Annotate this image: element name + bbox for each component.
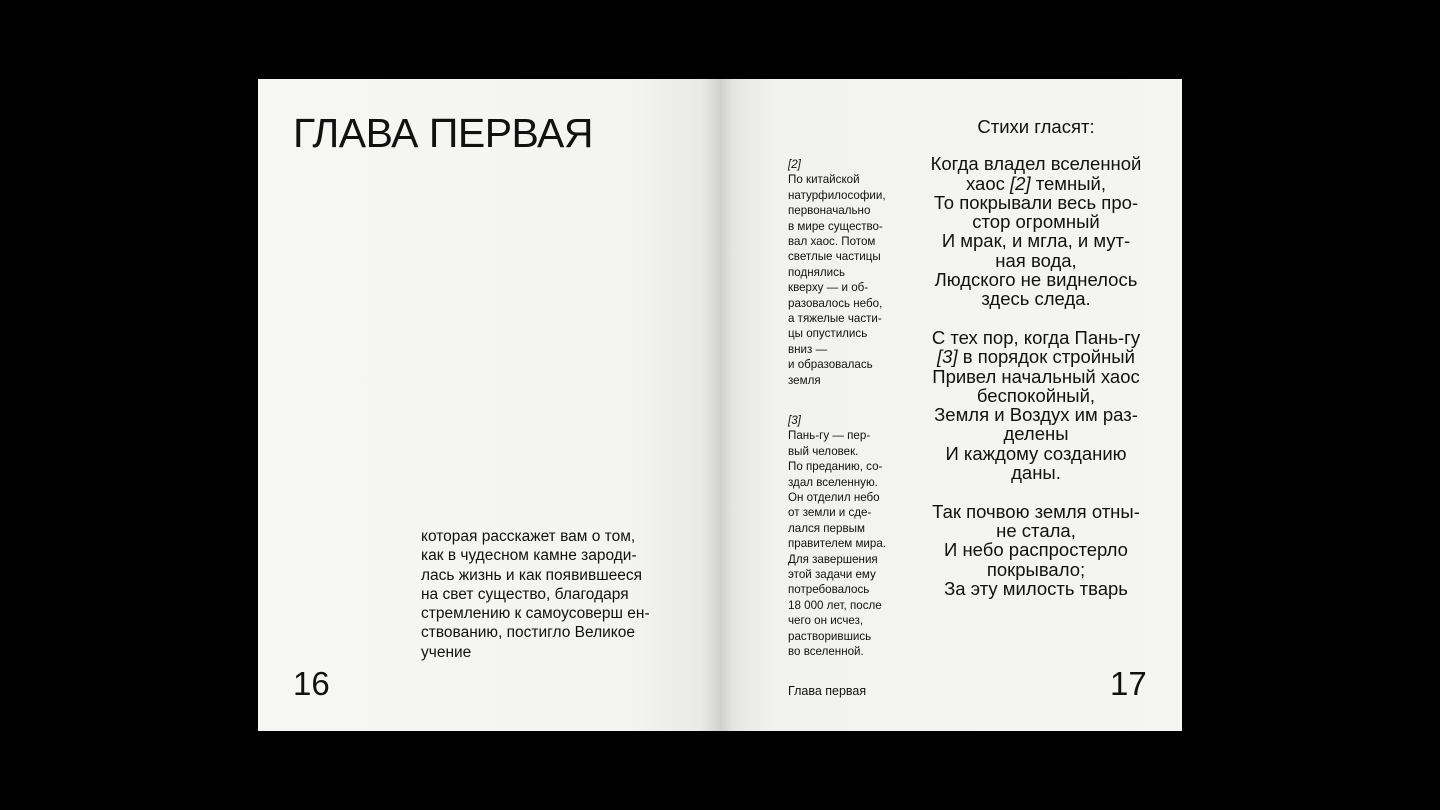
footnote-line: светлые частицы [788,250,881,264]
footnote-line: чего он исчез, [788,614,864,628]
footnote-line: правителем мира. [788,537,887,551]
page-number-right: 17 [1110,665,1147,702]
poem-line: стор огромный [972,211,1100,233]
footnote-line: Пань-гу — пер- [788,429,871,443]
page-number-left: 16 [293,665,330,702]
poem-line: даны. [1011,462,1061,484]
poem-line [905,347,1167,366]
poem-stanza-1 [905,154,1167,308]
footnote-line: вниз — [788,342,828,356]
footnote-line: потребовалось [788,583,870,597]
footnote-line: 18 000 лет, после [788,598,882,612]
poem-text: хаос [966,172,1011,194]
footnote-line: лался первым [788,521,865,535]
poem-line: Земля и Воздух им раз- [934,404,1138,426]
chapter-title: ГЛАВА ПЕРВАЯ [293,110,593,156]
body-line: стремлению к самоусоверш ен- [421,605,650,623]
footnote-line: а тяжелые части- [788,312,882,326]
footnote-line: Для завершения [788,552,878,566]
footnote-line: во вселенной. [788,645,864,659]
footnote-line: разовалось небо, [788,296,883,310]
poem-line: За эту милость тварь [944,577,1128,599]
footnote-ref: [3] [788,414,801,427]
poem-line: не стала, [996,519,1076,541]
poem-stanza-3 [905,502,1167,598]
footnote-line: этой задачи ему [788,568,876,582]
poem-line: Так почвою земля отны- [932,500,1140,522]
poem-text: темный, [1030,172,1106,194]
poem-stanza-2 [905,328,1167,482]
footnote-line: По китайской [788,173,860,187]
poem-text: в порядок стройный [957,346,1135,368]
poem-line: С тех пор, когда Пань-гу [931,326,1141,348]
footnote-line: вый человек. [788,444,859,458]
body-line: лась жизнь и как появившееся [421,566,643,584]
poem-line: И каждому созданию [945,442,1127,464]
poem-line [905,174,1167,193]
footnote-ref: [2] [788,158,801,171]
poem-line: делены [1003,423,1069,445]
footnote-marker: [3] [937,346,958,368]
footnote-line: натурфилософии, [788,188,886,202]
left-page [258,79,720,731]
running-head: Глава первая [788,684,867,698]
footnote-line: первоначально [788,204,871,218]
footnote-marker: [2] [1010,172,1031,194]
poem [905,117,1167,617]
footnote-line: растворившись [788,629,872,643]
footnote-3 [788,413,900,660]
poem-line: покрывало; [986,558,1086,580]
poem-line: ная вода, [995,249,1077,271]
footnote-line: кверху — и об- [788,281,869,295]
body-text [421,527,666,662]
body-line: ствованию, постигло Великое [421,624,635,642]
footnote-2 [788,157,900,388]
right-page [720,79,1182,731]
footnote-line: и образовалась [788,358,873,372]
poem-line: Когда владел вселенной [930,153,1142,175]
poem-line: Привел начальный хаос [932,365,1140,387]
body-line: как в чудесном камне зароди- [421,547,637,565]
body-line: учение [421,643,472,661]
poem-line: беспокойный, [976,384,1096,406]
footnote-line: от земли и сде- [788,506,872,520]
body-line: на свет существо, благодаря [421,585,629,603]
footnote-line: поднялись [788,265,845,279]
footnote-line: вал хаос. Потом [788,235,876,249]
poem-line: здесь следа. [981,288,1091,310]
footnote-line: цы опустились [788,327,868,341]
poem-line: И мрак, и мгла, и мут- [941,230,1131,252]
poem-line: То покрывали весь про- [933,191,1139,213]
footnote-line: в мире существо- [788,219,883,233]
poem-line: И небо распростерло [944,539,1128,561]
poem-intro: Стихи гласят: [977,116,1095,137]
footnote-line: земля [788,373,821,387]
body-line: которая расскажет вам о том, [421,528,636,545]
footnote-line: Он отделил небо [788,491,880,505]
book-spread [258,79,1182,731]
poem-line: Людского не виднелось [934,269,1138,291]
footnote-line: По преданию, со- [788,460,883,474]
footnote-line: здал вселенную. [788,475,878,489]
